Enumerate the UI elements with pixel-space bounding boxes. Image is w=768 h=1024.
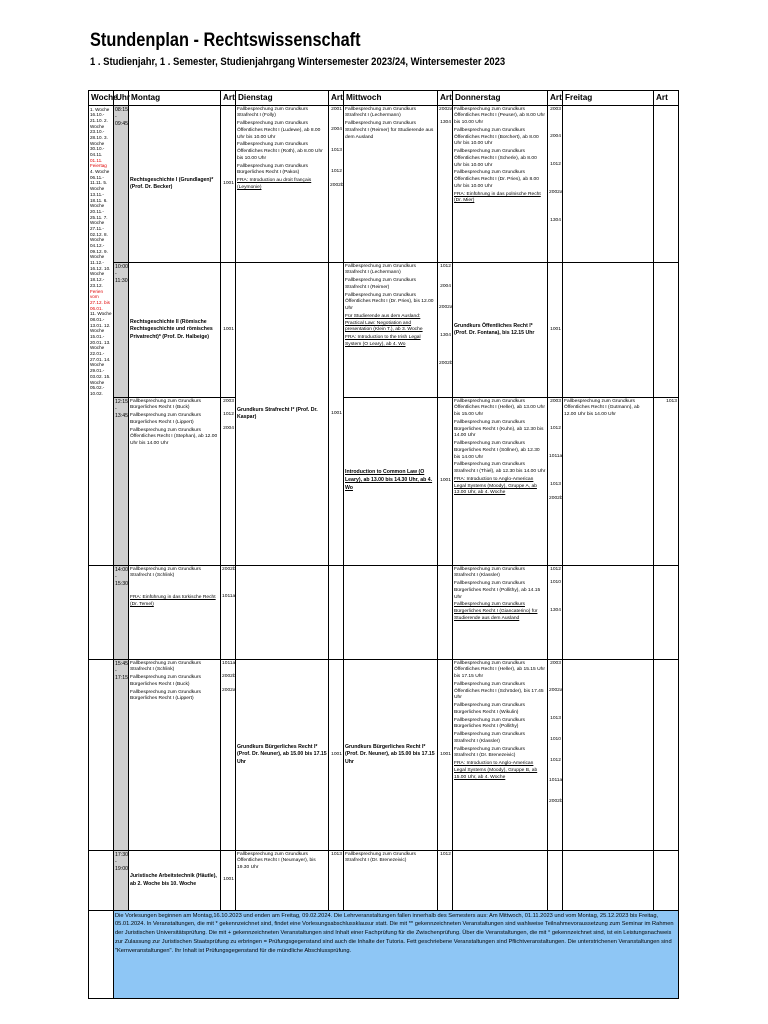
room-code: 1304 xyxy=(550,608,561,614)
course-entry: Fallbesprechung zum Grundkurs Strafrecht I (Reimer) für Studierende aus dem Ausland xyxy=(345,121,434,140)
header-art: Art xyxy=(221,91,236,106)
room-code: 1012 xyxy=(331,168,342,174)
course-entry: Grundkurs Öffentliches Recht I* (Prof. Dr. Fontana), bis 12.15 Uhr xyxy=(454,322,535,336)
art-cell xyxy=(329,106,344,263)
time-slot-row xyxy=(89,263,679,398)
time-slot-row xyxy=(89,566,679,660)
donnerstag-cell xyxy=(453,106,548,263)
montag-cell xyxy=(129,398,221,566)
art-cell xyxy=(438,566,453,660)
course-entry: Fallbesprechung zum Grundkurs Bürgerliches Recht I (Wikulin) xyxy=(454,703,525,715)
header-montag: Montag xyxy=(129,91,221,106)
course-entry: Fallbesprechung zum Grundkurs Bürgerliches Recht I (Kuhn), ab 12.30 bis 14.00 Uhr xyxy=(454,419,544,439)
room-code: 1012 xyxy=(550,162,561,168)
art-cell xyxy=(438,106,453,263)
course-entry: Fallbesprechung zum Grundkurs Strafrecht I (Klassler) xyxy=(454,566,525,579)
course-entry: Fallbesprechung zum Grundkurs Öffentliches Recht I (Schröder), bis 17.45 Uhr xyxy=(454,681,544,701)
room-code: 2003 xyxy=(550,398,561,404)
header-art: Art xyxy=(329,91,344,106)
art-cell: 1001 xyxy=(221,851,236,911)
montag-cell xyxy=(129,851,221,911)
course-entry: FRA: Introduction to Anglo-American Legal Systems (Moody), Gruppe B, ab 15.00 Uhr, ab 4. Woche xyxy=(454,761,538,780)
room-code: 1012 xyxy=(223,412,234,418)
art-cell xyxy=(221,398,236,566)
mittwoch-cell xyxy=(344,660,438,851)
room-code: 2002b xyxy=(330,182,344,188)
mittwoch-cell xyxy=(344,566,438,660)
week-empty-cell xyxy=(89,851,114,911)
dienstag-cell xyxy=(236,106,329,263)
room-code: 2002a xyxy=(549,189,563,195)
course-entry: Fallbesprechung zum Grundkurs Strafrecht I (Klassler) xyxy=(454,732,525,744)
ferien-note: Ferien vom 27.12. bis 06.01. xyxy=(90,288,110,311)
donnerstag-cell xyxy=(453,398,548,566)
course-entry: Fallbesprechung zum Grundkurs Bürgerliches Recht I (Pollithy) xyxy=(454,717,525,730)
art-cell: 1001 xyxy=(221,106,236,263)
freitag-cell xyxy=(563,566,654,660)
footer-notes: Die Vorlesungen beginnen am Montag,16.10.2023 und enden am Freitag, 09.02.2024. Die Lehrveranstaltungen fallen innerhalb des Semesters aus: Am Mittwoch, 01.11.2023 und vom Montag, 25.12.2023 bis Freitag, 05.01.2024. In Veranstaltungen, die mit * gekennzeichnet sind, findet eine Vorlesungsabschlussklausur statt. Die mit ** gekennzeichneten Veranstaltungen sind wahlweise Teilnahmevoraussetzung zum Seminar im Rahmen der Juristischen Universitätsprüfung. Die mit + gekennzeichneten Veranstaltungen sind Inhalt einer Fachprüfung für die Zwischenprüfung. Über die Veranstaltungen, die mit ° gekennzeichnet sind, ist ein Leistungsnachweis zur Zulassung zur Juristischen Staatsprüfung zu erbringen = Prüfungsgegenstand sind auch die Inhalte der Tutoria. Fett geschriebene Veranstaltungen sind Pflichtveranstaltungen. Die unterstrichenen Veranstaltungen sind "Kernveranstaltungen". Ihr Inhalt ist Prüfungsgegenstand für die mündliche Abschlussprüfung. xyxy=(114,911,679,999)
freitag-cell xyxy=(563,398,654,566)
page-title: Stundenplan - Rechtswissenschaft xyxy=(90,30,361,51)
course-entry: Fallbesprechung zum Grundkurs Bürgerliches Recht I (Pakos) xyxy=(237,163,308,176)
course-entry: Fallbesprechung zum Grundkurs Öffentliches Recht I (Dr. Pries), bis 12.00 Uhr xyxy=(345,292,434,312)
header-woche: Woche xyxy=(89,91,114,106)
time-cell: 14:00 - 15:30 xyxy=(114,566,129,660)
room-code: 2002b xyxy=(439,360,453,366)
header-art: Art xyxy=(438,91,453,106)
art-cell: 1013 xyxy=(329,851,344,911)
room-code: 2002a xyxy=(439,106,453,112)
mittwoch-cell xyxy=(344,398,438,566)
course-entry: Fallbesprechung zum Grundkurs Strafrecht I (Dr. Brenezeivic) xyxy=(454,746,525,759)
room-code: 2002b xyxy=(222,566,236,572)
art-cell xyxy=(548,566,563,660)
course-entry: FRA: Einführung in das polnische Recht (Dr. Mier) xyxy=(454,191,541,204)
time-slot-row xyxy=(89,851,679,911)
room-code: 1011a xyxy=(549,454,563,460)
course-entry: Fallbesprechung zum Grundkurs Bürgerliches Recht I (Lippert) xyxy=(130,413,201,425)
room-code: 1012 xyxy=(550,426,561,432)
holiday-note: 01.11. Feiertag xyxy=(90,157,107,169)
art-cell: 1001 xyxy=(438,660,453,851)
room-code: 2004 xyxy=(223,426,234,432)
room-code: 1012 xyxy=(440,263,451,269)
course-entry: Fallbesprechung zum Grundkurs Öffentliches Recht I (Heller), ab 13.00 Uhr bis 15.00 Uhr xyxy=(454,398,545,418)
course-entry: FRA: Einführung in das türkische Recht (Dr. Temel) xyxy=(130,595,216,607)
mittwoch-cell xyxy=(344,106,438,263)
art-cell xyxy=(654,106,679,263)
room-code: 1013 xyxy=(550,716,561,722)
art-cell xyxy=(654,263,679,398)
room-code: 2002b xyxy=(222,674,236,680)
room-code: 1011a xyxy=(549,778,563,784)
course-entry: Grundkurs Bürgerliches Recht I* (Prof. Dr. Neuner), ab 15.00 bis 17.15 Uhr xyxy=(237,744,327,765)
art-cell xyxy=(329,566,344,660)
room-code: 2002b xyxy=(549,799,563,805)
header-dienstag: Dienstag xyxy=(236,91,329,106)
room-code: 2004 xyxy=(331,127,342,133)
course-entry: Juristische Arbeitstechnik (Häutle), ab 2. Woche bis 10. Woche xyxy=(130,873,217,887)
freitag-cell xyxy=(563,851,654,911)
course-entry: Fallbesprechung zum Grundkurs Bürgerliches Recht I (Giancaterino) für Studierende aus dem Ausland xyxy=(454,602,538,621)
room-code: 1013 xyxy=(666,398,677,404)
art-cell xyxy=(548,398,563,566)
dienstag-merged-cell xyxy=(236,263,329,566)
time-cell: 17:30 - 19:00 xyxy=(114,851,129,911)
page-subtitle: 1 . Studienjahr, 1 . Semester, Studienjahrgang Wintersemester 2023/24, Wintersemester 2023 xyxy=(90,56,506,68)
art-cell: 1001 xyxy=(221,263,236,398)
course-entry: Fallbesprechung zum Grundkurs Öffentliches Recht I (Heller), ab 15.15 Uhr bis 17.15 Uhr xyxy=(454,660,545,680)
header-donnerstag: Donnerstag xyxy=(453,91,548,106)
room-code: 2003 xyxy=(550,106,561,112)
course-entry: Fallbesprechung zum Grundkurs Strafrecht I (Lechermann) xyxy=(345,263,416,276)
course-entry: Fallbesprechung zum Grundkurs Öffentliches Recht I (Neumayer), bis 19.30 Uhr xyxy=(237,851,316,871)
art-cell xyxy=(654,660,679,851)
course-entry: FRA: Introduction to Anglo-American Legal Systems (Moody), Gruppe A, ab 13.00 Uhr, ab 4. Woche xyxy=(454,476,537,496)
course-entry: Fallbesprechung zum Grundkurs Bürgerliches Recht I (Söllner), ab 12.30 bis 14.00 Uhr xyxy=(454,441,540,460)
art-cell: 1001 xyxy=(548,263,563,398)
room-code: 2003 xyxy=(550,660,561,666)
art-cell: 1001 xyxy=(438,398,453,566)
mittwoch-cell xyxy=(344,263,438,398)
room-code: 2004 xyxy=(440,284,451,290)
donnerstag-cell xyxy=(453,851,548,911)
course-entry: Fallbesprechung zum Grundkurs Bürgerliches Recht I (Buck) xyxy=(130,675,201,687)
art-cell: 1001 xyxy=(329,263,344,566)
art-cell: 1001 xyxy=(329,660,344,851)
montag-cell xyxy=(129,263,221,398)
donnerstag-cell xyxy=(453,263,548,398)
course-entry: Fallbesprechung zum Grundkurs Bürgerliches Recht I (Buck) xyxy=(130,398,201,411)
course-entry: FRA: Introduction au droit français (Leymonie) xyxy=(237,178,312,190)
donnerstag-cell xyxy=(453,566,548,660)
course-entry: Fallbesprechung zum Grundkurs Öffentliches Recht I (Ludewe), ab 8.00 Uhr bis 10.00 Uhr xyxy=(237,121,321,140)
course-entry: Grundkurs Bürgerliches Recht I* (Prof. Dr. Neuner), ab 15.00 bis 17.15 Uhr xyxy=(345,744,435,765)
time-slot-row xyxy=(89,660,679,851)
course-entry: Introduction to Common Law (O Leary), ab 13.00 bis 14.30 Uhr, ab 4. Wo xyxy=(345,469,433,491)
header-art: Art xyxy=(654,91,679,106)
weeks-bottom: 11. Woche 08.01.- 13.01. 12. Woche 15.01.- 20.01. 13. Woche 22.01.- 27.01. 14. Woche 29.01.- 03.02. 15. Woche 05.02.- 10.02. xyxy=(90,311,112,396)
room-code: 1010 xyxy=(550,580,561,586)
room-code: 1010 xyxy=(550,736,561,742)
art-cell xyxy=(548,106,563,263)
room-code: 2004 xyxy=(550,134,561,140)
course-entry: Fallbesprechung zum Grundkurs Strafrecht I (Schlink) xyxy=(130,660,201,673)
course-entry: Rechtsgeschichte II (Römische Rechtsgeschichte und römisches Privatrecht)* (Prof. Dr. Halbeige) xyxy=(130,319,213,340)
room-code: 1012 xyxy=(550,566,561,572)
course-entry: Fallbesprechung zum Grundkurs Öffentliches Recht I (Roth), ab 8.00 Uhr bis 10.00 Uhr xyxy=(237,142,323,161)
course-entry: Fallbesprechung zum Grundkurs Strafrecht I (Thiel), ab 12.30 bis 14.00 Uhr xyxy=(454,462,546,475)
room-code: 1013 xyxy=(550,481,561,487)
freitag-cell xyxy=(563,263,654,398)
art-cell xyxy=(654,398,679,566)
course-entry: Für Studierende aus dem Ausland: Practical Law: Negotiation and presentation (Klein T.), ab 3. Woche xyxy=(345,313,423,333)
room-code: 1011a xyxy=(222,594,236,600)
course-entry: Fallbesprechung zum Grundkurs Strafrecht I (Schlink) xyxy=(130,566,201,579)
header-row xyxy=(89,91,679,106)
room-code: 1304 xyxy=(550,217,561,223)
week-empty-cell xyxy=(89,566,114,660)
room-code: 1011a xyxy=(222,660,236,666)
course-entry: Fallbesprechung zum Grundkurs Strafrecht I (Folly) xyxy=(237,106,308,119)
course-entry: Fallbesprechung zum Grundkurs Strafrecht I (Dr. Brenezeivic) xyxy=(345,851,416,864)
room-code: 2002b xyxy=(549,495,563,501)
header-uhr: Uhr xyxy=(114,91,129,106)
week-empty-cell xyxy=(89,911,114,999)
time-cell: 08:15 - 09:45 xyxy=(114,106,129,263)
course-entry: Fallbesprechung zum Grundkurs Öffentliches Recht I (Borchert), ab 8.00 Uhr bis 10.00 Uhr xyxy=(454,127,539,147)
art-cell xyxy=(654,851,679,911)
course-entry: Grundkurs Strafrecht I* (Prof. Dr. Kaspar) xyxy=(237,406,318,420)
course-entry: FRA: Introduction to the Irish Legal System (O Leary), ab 4. Wo xyxy=(345,335,421,347)
course-entry: Fallbesprechung zum Grundkurs Strafrecht I (Lechermann) xyxy=(345,106,416,119)
course-entry: Fallbesprechung zum Grundkurs Öffentliches Recht I (Peuser), ab 8.00 Uhr bis 10.00 Uhr xyxy=(454,106,545,126)
course-entry: Fallbesprechung zum Grundkurs Strafrecht I (Reimer) xyxy=(345,278,416,290)
art-cell xyxy=(438,263,453,398)
course-entry: Fallbesprechung zum Grundkurs Öffentliches Recht I (Gutmann), ab 12.00 Uhr bis 14.00 Uhr xyxy=(564,398,640,418)
art-cell xyxy=(221,566,236,660)
room-code: 1304 xyxy=(440,332,451,338)
art-cell xyxy=(548,660,563,851)
dienstag-cell xyxy=(236,566,329,660)
weeks-mid: 4. Woche 06.11.- 11.11. 5. Woche 13.11.- 18.11. 6. Woche 20.11.- 25.11. 7. Woche 27.11.- 02.12. 8. Woche 04.12.- 09.12. 9. Woche 11.12.- 16.12. 10. Woche 18.12.- 23.12. xyxy=(90,169,111,288)
art-cell: 1012 xyxy=(438,851,453,911)
header-art: Art xyxy=(548,91,563,106)
room-code: 2001 xyxy=(331,106,342,112)
montag-cell xyxy=(129,566,221,660)
header-mittwoch: Mittwoch xyxy=(344,91,438,106)
time-cell: 12:15 - 13:45 xyxy=(114,398,129,566)
montag-cell xyxy=(129,106,221,263)
week-column xyxy=(89,106,114,566)
week-empty-cell xyxy=(89,660,114,851)
room-code: 1304 xyxy=(440,120,451,126)
course-entry: Rechtsgeschichte I (Grundlagen)* (Prof. Dr. Becker) xyxy=(130,176,214,190)
time-slot-row xyxy=(89,398,679,566)
donnerstag-cell xyxy=(453,660,548,851)
course-entry: Fallbesprechung zum Grundkurs Bürgerliches Recht I (Pollithy), ab 14.15 Uhr xyxy=(454,581,541,600)
freitag-cell xyxy=(563,660,654,851)
room-code: 1012 xyxy=(550,757,561,763)
freitag-cell xyxy=(563,106,654,263)
weeks-top: 1. Woche 16.10.- 21.10. 2. Woche 23.10.- 28.10. 3. Woche 30.10.- 04.11. xyxy=(90,106,110,157)
art-cell xyxy=(221,660,236,851)
dienstag-cell xyxy=(236,851,329,911)
mittwoch-cell xyxy=(344,851,438,911)
time-cell: 15:45 - 17:15 xyxy=(114,660,129,851)
course-entry: Fallbesprechung zum Grundkurs Bürgerliches Recht I (Lippert) xyxy=(130,689,201,702)
room-code: 2002a xyxy=(439,305,453,311)
course-entry: Fallbesprechung zum Grundkurs Öffentliches Recht I (Stephan), ab 12.00 Uhr bis 14.00 Uhr xyxy=(130,427,218,447)
room-code: 1013 xyxy=(331,148,342,154)
course-entry: Fallbesprechung zum Grundkurs Öffentliches Recht I (Scherle), ab 8.00 Uhr bis 10.00 Uhr xyxy=(454,149,537,168)
time-cell: 10:00 - 11:30 xyxy=(114,263,129,398)
art-cell xyxy=(654,566,679,660)
room-code: 2002a xyxy=(549,688,563,694)
art-cell xyxy=(548,851,563,911)
timetable xyxy=(88,90,679,999)
montag-cell xyxy=(129,660,221,851)
course-entry: Fallbesprechung zum Grundkurs Öffentliches Recht I (Dr. Pries), ab 8.00 Uhr bis 10.00 Uhr xyxy=(454,170,539,189)
room-code: 2002a xyxy=(222,688,236,694)
room-code: 2003 xyxy=(223,398,234,404)
time-slot-row xyxy=(89,106,679,263)
footer-row xyxy=(89,911,679,999)
dienstag-cell xyxy=(236,660,329,851)
header-freitag: Freitag xyxy=(563,91,654,106)
